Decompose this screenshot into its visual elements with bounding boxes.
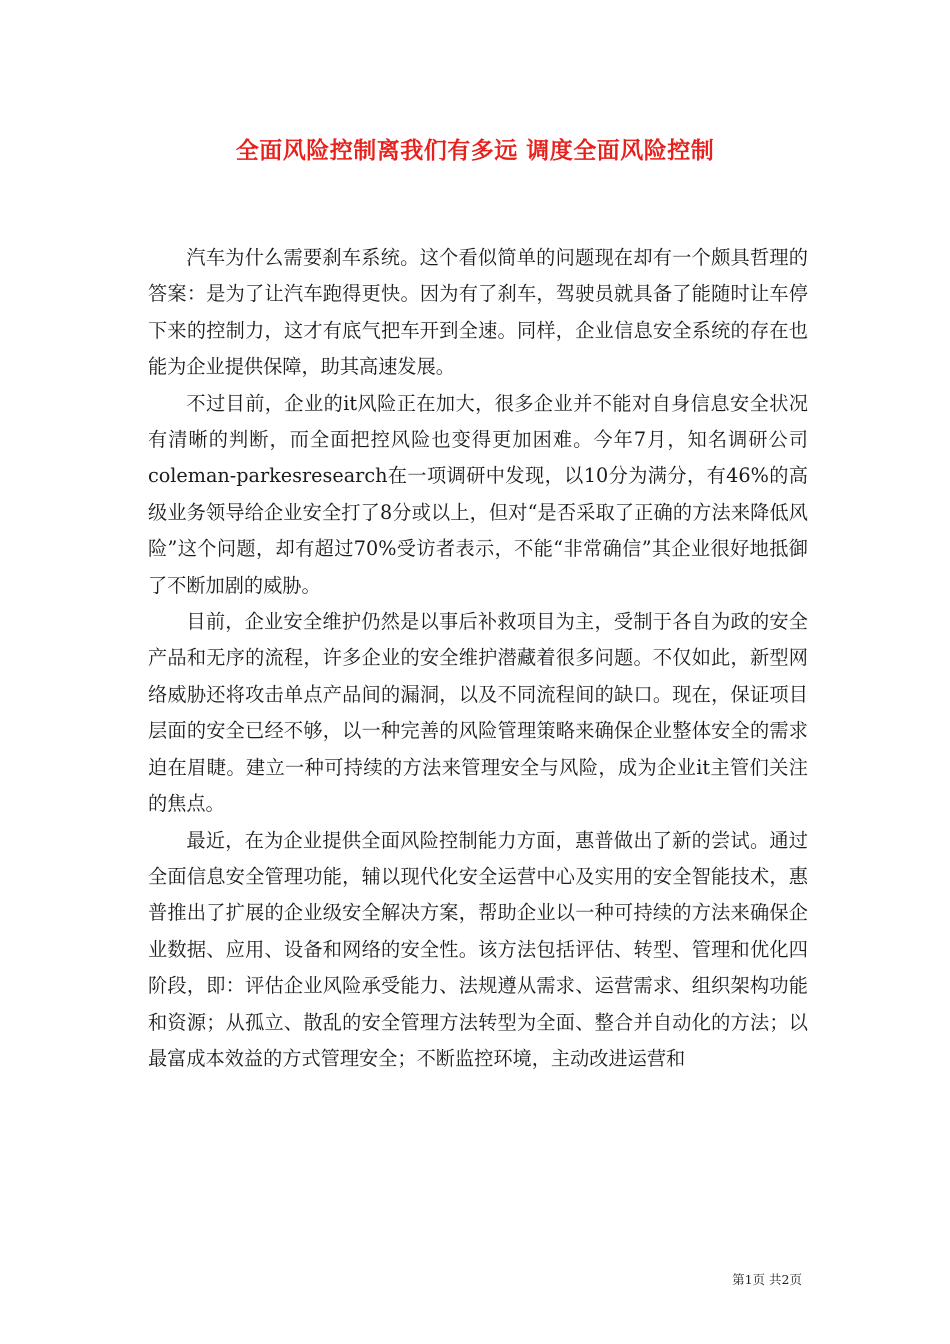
paragraph: 汽车为什么需要刹车系统。这个看似简单的问题现在却有一个颇具哲理的答案：是为了让汽车跑得更快。因为有了刹车，驾驶员就具备了能随时让车停下来的控制力，这才有底气把车开到全速。同样，企业信息安全系统的存在也能为企业提供保障，助其高速发展。 — [148, 246, 808, 379]
page-number-footer: 第1页 共2页 — [732, 1272, 802, 1287]
document-body — [148, 240, 808, 1077]
paragraph: 目前，企业安全维护仍然是以事后补救项目为主，受制于各自为政的安全产品和无序的流程，许多企业的安全维护潜藏着很多问题。不仅如此，新型网络威胁还将攻击单点产品间的漏洞，以及不同流程间的缺口。现在，保证项目层面的安全已经不够，以一种完善的风险管理策略来确保企业整体安全的需求迫在眉睫。建立一种可持续的方法来管理安全与风险，成为企业it主管们关注的焦点。 — [148, 610, 808, 816]
document-title: 全面风险控制离我们有多远 调度全面风险控制 — [235, 137, 715, 164]
paragraph: 不过目前，企业的it风险正在加大，很多企业并不能对自身信息安全状况有清晰的判断，而全面把控风险也变得更加困难。今年7月，知名调研公司coleman-parkesresearch在一项调研中发现，以10分为满分，有46%的高级业务领导给企业安全打了8分或以上，但对“是否采取了正确的方法来降低风险”这个问题，却有超过70%受访者表示，不能“非常确信”其企业很好地抵御了不断加剧的威胁。 — [148, 391, 808, 597]
paragraph: 最近，在为企业提供全面风险控制能力方面，惠普做出了新的尝试。通过全面信息安全管理功能，辅以现代化安全运营中心及实用的安全智能技术，惠普推出了扩展的企业级安全解决方案，帮助企业以一种可持续的方法来确保企业数据、应用、设备和网络的安全性。该方法包括评估、转型、管理和优化四阶段，即：评估企业风险承受能力、法规遵从需求、运营需求、组织架构功能和资源；从孤立、散乱的安全管理方法转型为全面、整合并自动化的方法；以最富成本效益的方式管理安全；不断监控环境，主动改进运营和 — [148, 828, 808, 1070]
